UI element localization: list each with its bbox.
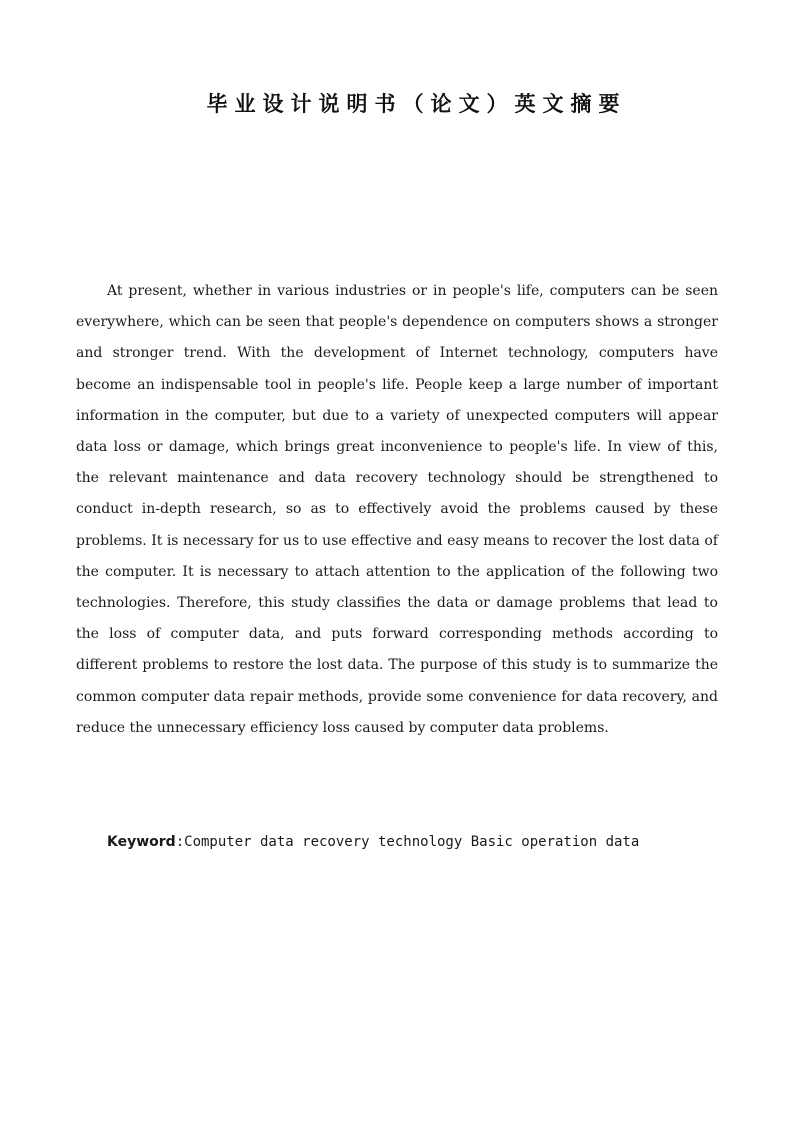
keywords-line <box>107 830 717 854</box>
keywords-separator: : <box>175 834 185 850</box>
page-title: 毕业设计说明书（论文）英文摘要 <box>206 92 627 116</box>
keywords-label: Keyword <box>107 834 176 850</box>
abstract-paragraph: At present, whether in various industries or in people's life, computers can be seen everywhere, which can be seen that people's dependence on computers shows a stronger and stronger trend. With the development of Internet technology, computers have become an indispensable tool in people's life. People keep a large number of important information in the computer, but due to a variety of unexpected computers will appear data loss or damage, which brings great inconvenience to people's life. In view of this, the relevant maintenance and data recovery technology should be strengthened to conduct in-depth research, so as to effectively avoid the problems caused by these problems. It is necessary for us to use effective and easy means to recover the lost data of the computer. It is necessary to attach attention to the application of the following two technologies. Therefore, this study classifies the data or damage problems that lead to the loss of computer data, and puts forward corresponding methods according to different problems to restore the lost data. The purpose of this study is to summarize the common computer data repair methods, provide some convenience for data recovery, and reduce the unnecessary efficiency loss caused by computer data problems. <box>76 283 718 736</box>
keywords-value: Computer data recovery technology Basic operation data <box>184 834 640 850</box>
